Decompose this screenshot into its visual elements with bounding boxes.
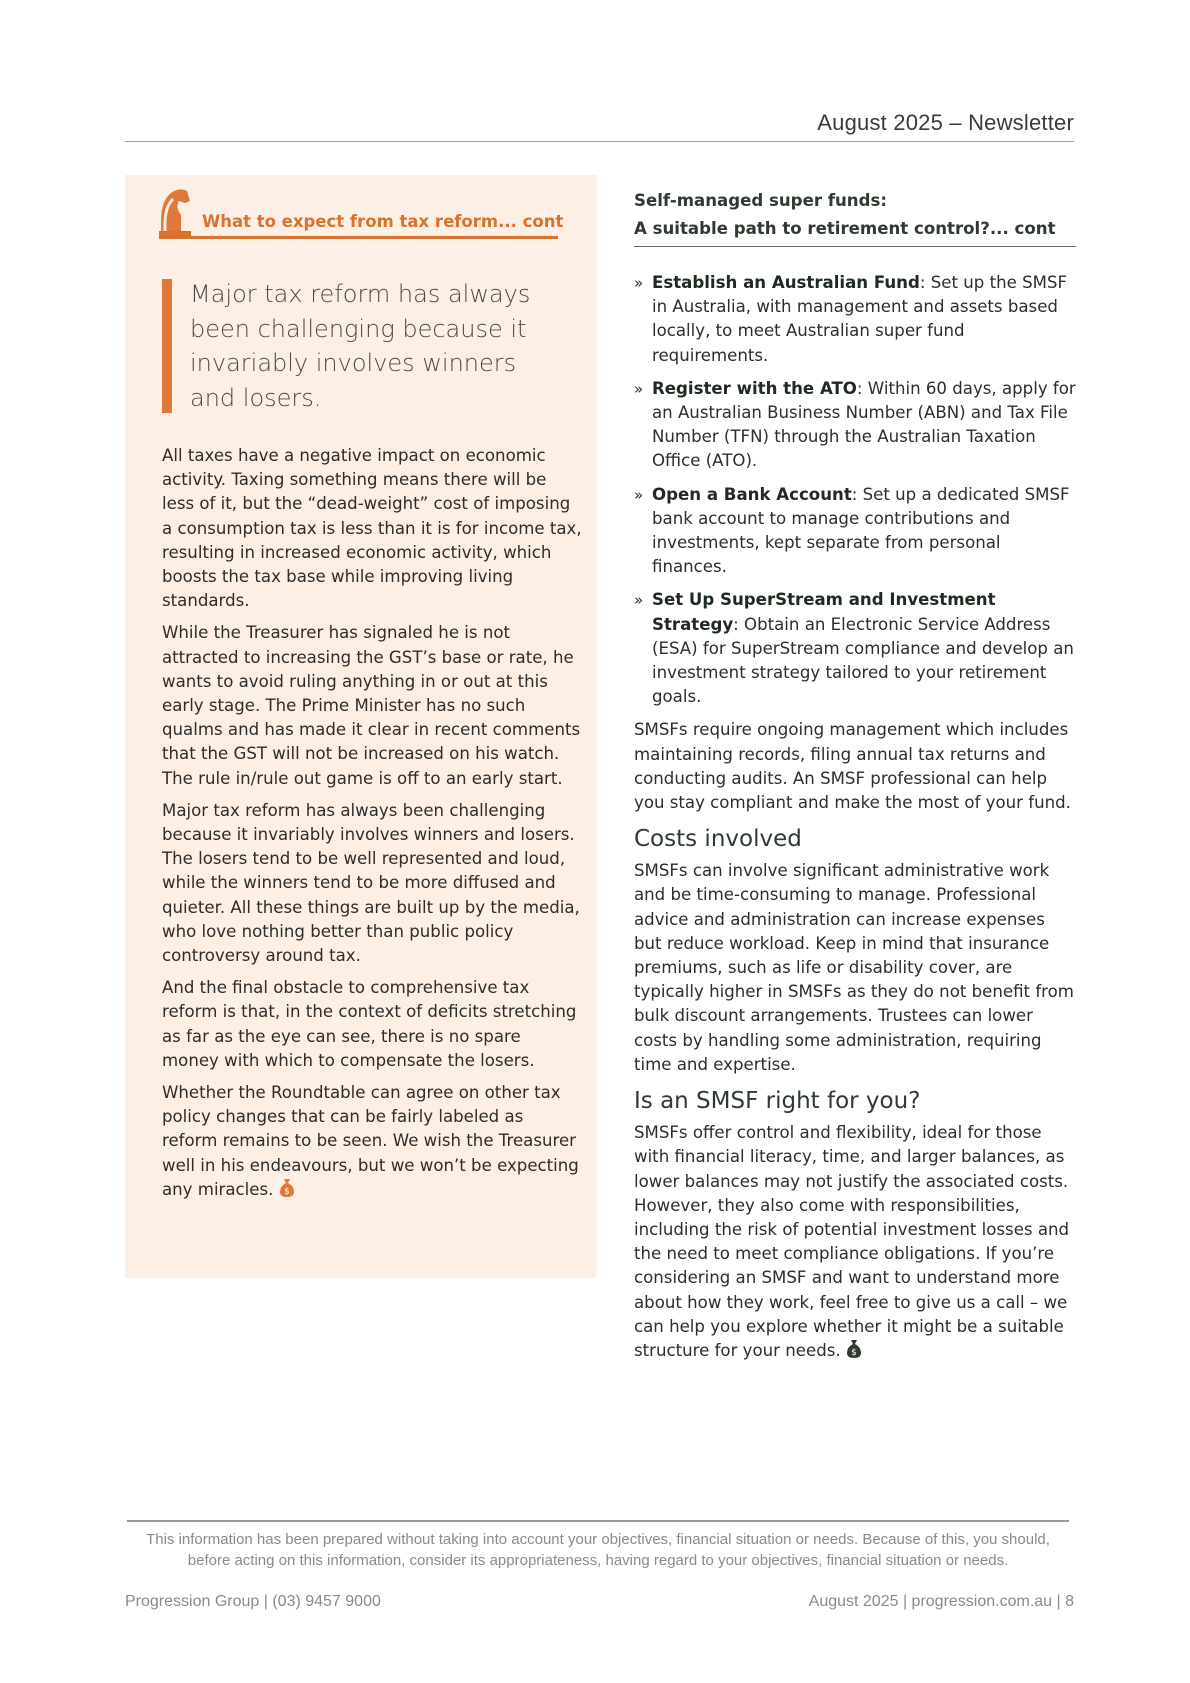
header-divider bbox=[125, 141, 1074, 142]
paragraph bbox=[634, 1121, 1076, 1363]
smsf-right-heading: Is an SMSF right for you? bbox=[634, 1088, 921, 1115]
list-item-title: Register with the ATO bbox=[652, 378, 857, 398]
newsletter-title: August 2025 – Newsletter bbox=[817, 110, 1074, 135]
footer-divider bbox=[127, 1520, 1069, 1522]
svg-text:$: $ bbox=[283, 1186, 290, 1197]
list-item-text: : Set up the SMSF in Australia, with management and assets based locally, to meet Australian super fund requirements. bbox=[652, 273, 1068, 365]
right-heading-line1: Self-managed super funds: bbox=[634, 191, 888, 210]
steps-list bbox=[634, 271, 1076, 709]
list-item-title: Set Up SuperStream and Investment Strategy bbox=[652, 590, 996, 634]
paragraph-text: Whether the Roundtable can agree on other tax policy changes that can be fairly labeled as reform remains to be seen. We wish the Treasurer well in his endeavours, but we won’t be expecting any miracles. bbox=[162, 1083, 579, 1199]
money-bag-icon bbox=[846, 1339, 862, 1359]
paragraph-text: SMSFs offer control and flexibility, ideal for those with financial literacy, time, and larger balances, as lower balances may not justify the associated costs. However, they also come with responsibilities, including the risk of potential investment losses and the need to meet compliance obligations. If you’re considering an SMSF and want to understand more about how they work, feel free to give us a call – we can help you explore whether it might be a suitable structure for your needs. bbox=[634, 1123, 1070, 1360]
list-item bbox=[634, 377, 1076, 474]
list-item-text: : Within 60 days, apply for an Australian Business Number (ABN) and Tax File Number (TFN) through the Australian Taxation Office (ATO). bbox=[652, 378, 1076, 471]
disclaimer: This information has been prepared without taking into account your objectives, financial situation or needs. Because of this, you should, before acting on this information, consider its appropriateness, having regard to your objectives, financial situation or needs. bbox=[146, 1531, 1050, 1569]
paragraph: All taxes have a negative impact on economic activity. Taxing something means there will be less of it, but the “dead-weight” cost of imposing a consumption tax is less than it is for income tax, resulting in increased economic activity, which boosts the tax base while improving living standards. bbox=[162, 446, 582, 611]
paragraph: SMSFs require ongoing management which includes maintaining records, filing annual tax returns and conducting audits. An SMSF professional can help you stay compliant and make the most of your fund. bbox=[634, 720, 1071, 813]
list-item-title: Open a Bank Account bbox=[652, 484, 852, 504]
footer-company: Progression Group | (03) 9457 9000 bbox=[125, 1593, 381, 1610]
svg-text:$: $ bbox=[851, 1347, 857, 1358]
right-article bbox=[634, 187, 1076, 1371]
right-heading-line2: A suitable path to retirement control?... cont bbox=[634, 219, 1056, 238]
list-item bbox=[634, 483, 1076, 580]
bullet-marker: » bbox=[634, 274, 644, 292]
paragraph: And the final obstacle to comprehensive tax reform is that, in the context of deficits stretching as far as the eye can see, there is no spare money with which to compensate the losers. bbox=[162, 978, 577, 1070]
bullet-marker: » bbox=[634, 591, 644, 610]
paragraph bbox=[162, 1081, 582, 1202]
footer-page-info: August 2025 | progression.com.au | 8 bbox=[808, 1593, 1074, 1610]
pull-quote-bar bbox=[162, 279, 172, 413]
pull-quote: Major tax reform has always been challenging because it invariably involves winners and losers. bbox=[190, 280, 531, 412]
paragraph: While the Treasurer has signaled he is not attracted to increasing the GST’s base or rate, he wants to avoid ruling anything in or out at this early stage. The Prime Minister has no such qualms and has made it clear in recent comments that the GST will not be increased on his watch. The rule in/rule out game is off to an early start. bbox=[162, 623, 581, 788]
list-item-title: Establish an Australian Fund bbox=[652, 273, 920, 292]
bullet-marker: » bbox=[634, 379, 644, 398]
list-item bbox=[634, 271, 1076, 368]
right-section-heading bbox=[634, 187, 1076, 245]
money-bag-icon bbox=[279, 1178, 295, 1198]
list-item-text: : Obtain an Electronic Service Address (ESA) for SuperStream compliance and develop an investment strategy tailored to your retirement goals. bbox=[652, 614, 1074, 707]
paragraph: SMSFs can involve significant administrative work and be time-consuming to manage. Professional advice and administration can increase expenses but reduce workload. Keep in mind that insurance premiums, such as life or disability cover, are typically higher in SMSFs as they do not benefit from bulk discount arrangements. Trustees can lower costs by handling some administration, requiring time and expertise. bbox=[634, 861, 1074, 1074]
left-heading-underline bbox=[159, 236, 558, 239]
paragraph: Major tax reform has always been challenging because it invariably involves winners and losers. The losers tend to be well represented and loud, while the winners tend to be more diffused and quieter. All these things are built up by the media, who love nothing better than public policy controversy around tax. bbox=[162, 800, 580, 966]
knight-chess-icon bbox=[157, 187, 193, 237]
costs-heading: Costs involved bbox=[634, 826, 802, 853]
list-item-text: : Set up a dedicated SMSF bank account to manage contributions and investments, kept separate from personal finances. bbox=[652, 484, 1070, 577]
left-section-heading: What to expect from tax reform... cont bbox=[202, 212, 564, 231]
left-article-body bbox=[162, 444, 582, 1210]
list-item bbox=[634, 588, 1076, 709]
bullet-marker: » bbox=[634, 485, 644, 504]
right-heading-divider bbox=[634, 246, 1076, 247]
